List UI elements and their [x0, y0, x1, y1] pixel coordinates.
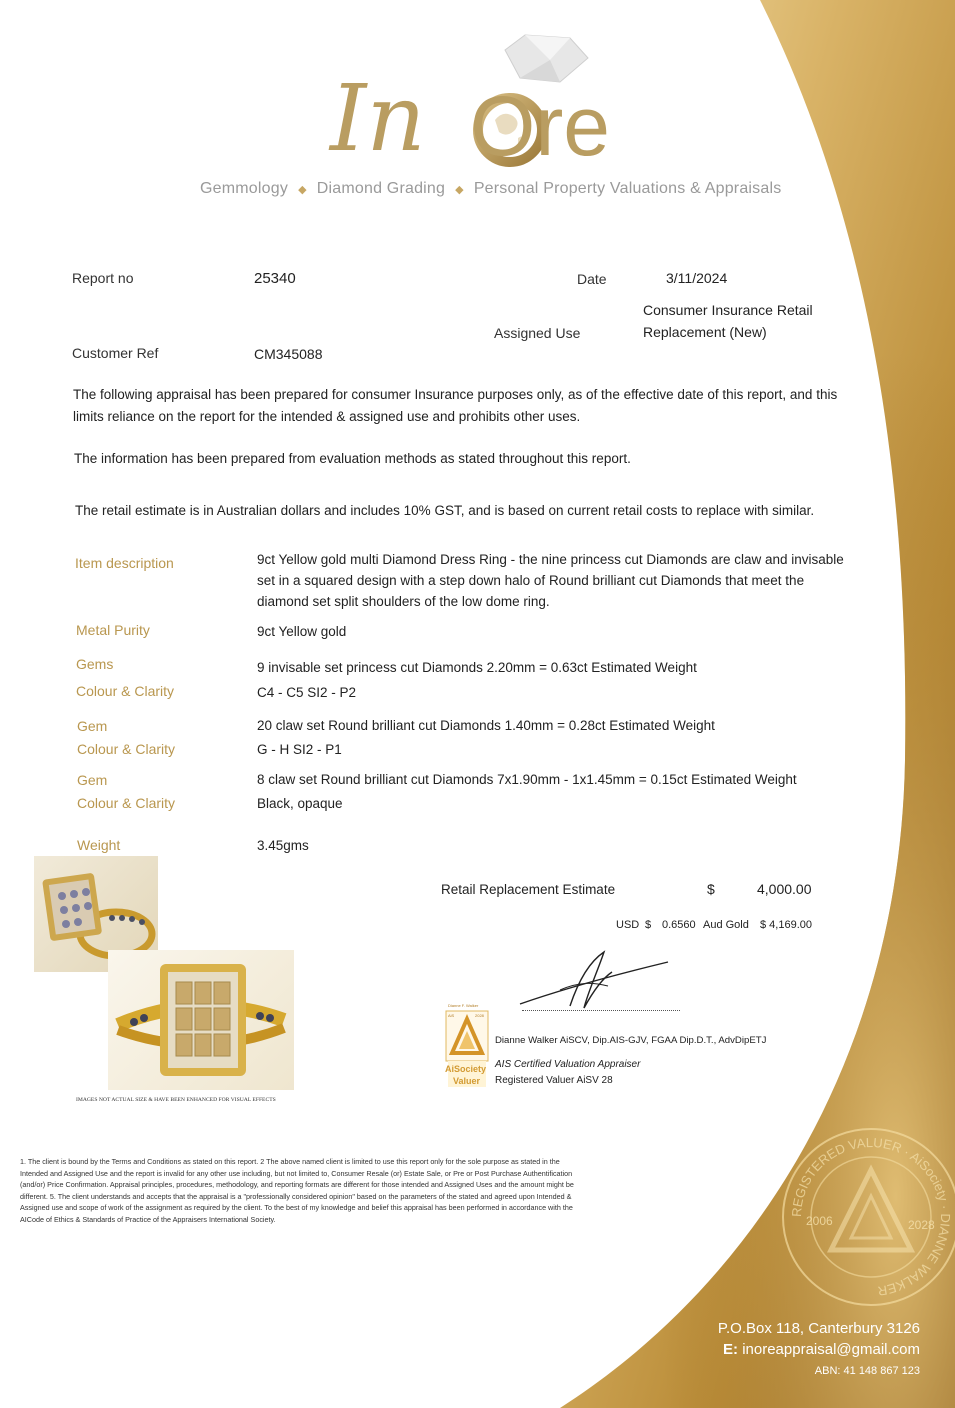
retail-estimate-amount: 4,000.00	[757, 881, 812, 897]
seal-left-year: 2006	[806, 1214, 833, 1228]
aud-gold-label: Aud Gold	[703, 919, 749, 931]
ring-top-icon	[108, 950, 294, 1090]
images-caption: IMAGES NOT ACTUAL SIZE & HAVE BEEN ENHANCED FOR VISUAL EFFECTS	[76, 1097, 276, 1103]
gems-label: Gems	[76, 656, 114, 672]
seal-right-year: 2028	[908, 1218, 935, 1232]
email-prefix: E:	[723, 1341, 739, 1358]
methods-paragraph: The information has been prepared from evaluation methods as stated throughout this report.	[74, 451, 631, 466]
seal-ring-text: REGISTERED VALUER · AiSociety · DIANNE WALKER	[788, 1134, 954, 1299]
embossed-seal	[776, 1122, 955, 1312]
item-description-label: Item description	[75, 555, 174, 571]
valuer-name: Dianne Walker AiSCV, Dip.AIS-GJV, FGAA Dip.D.T., AdvDipETJ	[495, 1035, 767, 1046]
society-seal-icon	[776, 1122, 955, 1312]
assigned-use-label: Assigned Use	[494, 325, 581, 341]
ring-photo-top	[108, 950, 294, 1090]
gem-3-label: Gem	[77, 772, 108, 788]
customer-ref-value: CM345088	[254, 346, 323, 362]
item-description-line2: set in a squared design with a step down halo of Round brilliant cut Diamonds that meet the	[257, 573, 805, 588]
aud-gold-value: $ 4,169.00	[760, 919, 812, 931]
colour-clarity-1-label: Colour & Clarity	[76, 683, 175, 699]
usd-rate: 0.6560	[662, 919, 696, 931]
tagline-gemmology: Gemmology	[200, 180, 289, 197]
gems-value: 9 invisable set princess cut Diamonds 2.20mm = 0.63ct Estimated Weight	[257, 660, 697, 675]
badge-left-text: AiS	[448, 1013, 455, 1018]
colour-clarity-2-label: Colour & Clarity	[77, 741, 176, 757]
item-description-line3: diamond set split shoulders of the low dome ring.	[257, 594, 550, 609]
metal-purity-label: Metal Purity	[76, 622, 150, 638]
colour-clarity-3-value: Black, opaque	[257, 796, 343, 811]
valuer-signature	[500, 946, 690, 1018]
assigned-use-value-line1: Consumer Insurance Retail	[643, 302, 813, 318]
terms-line-5: Assigned use and scope of work of the assignment as required by the client. To the best of my knowledge and belief this appraisal has been performed in accordance with the	[20, 1203, 573, 1212]
colour-clarity-2-value: G - H SI2 - P1	[257, 742, 342, 757]
diamond-bullet-icon: ◆	[455, 184, 464, 196]
metal-purity-value: 9ct Yellow gold	[257, 624, 347, 639]
gem-3-value: 8 claw set Round brilliant cut Diamonds 7x1.90mm - 1x1.45mm = 0.15ct Estimated Weight	[257, 772, 797, 787]
abn-line: ABN: 41 148 867 123	[814, 1365, 920, 1377]
assigned-use-value-line2: Replacement (New)	[643, 324, 767, 340]
report-no-label: Report no	[72, 270, 134, 286]
terms-line-3: (and/or) Price Confirmation. Appraisal principles, procedures, methodology, and reporting formats are different for those intended and Assigned Uses and the amount might be	[20, 1180, 574, 1189]
logo-script-text: In	[330, 65, 426, 172]
brand-logo	[320, 20, 650, 180]
retail-estimate-paragraph: The retail estimate is in Australian dollars and includes 10% GST, and is based on current retail costs to replace with similar.	[75, 503, 815, 518]
gem-2-value: 20 claw set Round brilliant cut Diamonds 1.40mm = 0.28ct Estimated Weight	[257, 718, 715, 733]
usd-currency: $	[645, 919, 652, 931]
valuer-title: AIS Certified Valuation Appraiser	[495, 1059, 641, 1070]
address-line: P.O.Box 118, Canterbury 3126	[717, 1320, 920, 1337]
diamond-bullet-icon: ◆	[298, 184, 307, 196]
purpose-paragraph-line2: limits reliance on the report for the intended & assigned use and prohibits other uses.	[73, 409, 581, 424]
valuer-registration: Registered Valuer AiSV 28	[495, 1075, 613, 1086]
weight-value: 3.45gms	[257, 838, 309, 853]
colour-clarity-3-label: Colour & Clarity	[77, 795, 176, 811]
date-value: 3/11/2024	[666, 270, 728, 286]
tagline-diamond-grading: Diamond Grading	[316, 180, 446, 197]
terms-footer	[20, 1156, 645, 1225]
terms-line-1: 1. The client is bound by the Terms and Conditions as stated on this report. 2 The above named client is limited to use this report only for the sole purpose as stated in the	[20, 1157, 560, 1166]
logo-main-text: Ore	[470, 79, 611, 173]
signature-dotted-line	[522, 1010, 680, 1011]
tagline-valuations: Personal Property Valuations & Appraisals	[473, 180, 782, 197]
badge-society-text: AiSociety	[445, 1064, 487, 1074]
retail-estimate-currency: $	[707, 881, 715, 897]
email-line	[620, 1341, 920, 1358]
badge-top-text: Dianne F. Walker	[448, 1003, 479, 1008]
weight-label: Weight	[77, 837, 121, 853]
valuer-badge	[444, 1003, 490, 1089]
badge-valuer-text: Valuer	[453, 1076, 481, 1086]
terms-line-6: AICode of Ethics & Standards of Practice of the Appraisers International Society.	[20, 1214, 276, 1224]
email-link[interactable]: inoreappraisal@gmail.com	[742, 1341, 920, 1358]
retail-estimate-label: Retail Replacement Estimate	[441, 882, 616, 897]
date-label: Date	[577, 271, 607, 287]
colour-clarity-1-value: C4 - C5 SI2 - P2	[257, 685, 357, 700]
gem-2-label: Gem	[77, 718, 108, 734]
terms-line-4: different. 5. The client understands and accepts that the appraisal is a "professionally considered opinion" based on the parameters of the stated and agreed upon Intended &	[20, 1191, 572, 1201]
tagline	[200, 180, 780, 198]
usd-label: USD	[616, 919, 640, 931]
badge-right-text: 2028	[475, 1013, 484, 1018]
purpose-paragraph-line1: The following appraisal has been prepared for consumer Insurance purposes only, as of the effective date of this report, and this	[73, 387, 838, 402]
terms-line-2: Intended and Assigned Use and the report is invalid for any other use including, but not limited to, Consumer Resale (or) Estate Sale, or Pre or Post Purchase Authentification	[20, 1168, 573, 1178]
report-no-value: 25340	[254, 270, 296, 287]
customer-ref-label: Customer Ref	[72, 345, 159, 361]
item-description-line1: 9ct Yellow gold multi Diamond Dress Ring - the nine princess cut Diamonds are claw and invisable	[257, 552, 844, 567]
